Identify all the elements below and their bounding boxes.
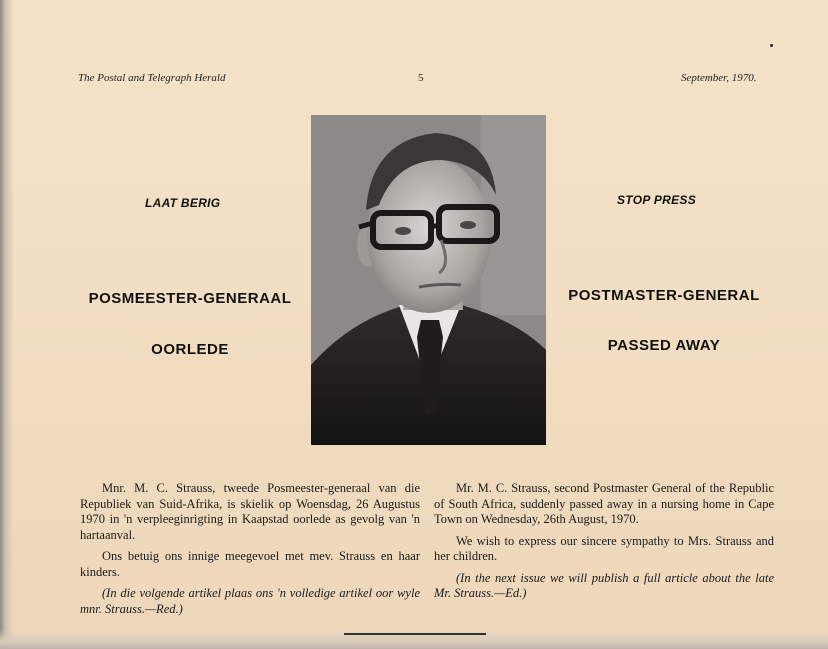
bottom-rule (344, 633, 486, 635)
torn-left-edge (0, 0, 14, 649)
issue-date: September, 1970. (681, 72, 757, 84)
afrikaans-paragraph-2: Ons betuig ons innige meegevoel met mev. Strauss en haar kinders. (80, 549, 420, 579)
ink-speck (770, 44, 773, 47)
afrikaans-editor-note: (In die volgende artikel plaas ons 'n volledige artikel oor wyle mnr. Strauss.—Red.) (80, 586, 420, 616)
afrikaans-kicker: LAAT BERIG (145, 196, 221, 210)
publication-title: The Postal and Telegraph Herald (78, 72, 226, 84)
english-editor-note: (In the next issue we will publish a full article about the late Mr. Strauss.—Ed.) (434, 570, 774, 600)
english-paragraph-1: Mr. M. C. Strauss, second Postmaster General of the Republic of South Africa, suddenly passed away in a nursing home in Cape Town on Wednesday, 26th August, 1970. (434, 481, 774, 526)
english-article (434, 481, 774, 608)
afrikaans-headline-line1: POSMEESTER-GENERAAL (88, 290, 292, 307)
afrikaans-paragraph-1: Mnr. M. C. Strauss, tweede Posmeester-generaal van die Republiek van Suid-Afrika, is skielik op Woensdag, 26 Augustus 1970 in 'n verpleeginrigting in Kaapstad oorlede as gevolg van 'n hartaanval. (80, 481, 420, 542)
english-headline-line2: PASSED AWAY (607, 337, 721, 354)
afrikaans-article (80, 481, 420, 623)
portrait-photo (311, 115, 546, 445)
afrikaans-headline-line2: OORLEDE (151, 341, 229, 358)
page-number: 5 (418, 72, 424, 84)
portrait-illustration (311, 115, 546, 445)
english-headline-line1: POSTMASTER-GENERAL (568, 287, 760, 304)
english-kicker: STOP PRESS (617, 193, 697, 207)
english-paragraph-2: We wish to express our sincere sympathy to Mrs. Strauss and her children. (434, 533, 774, 563)
